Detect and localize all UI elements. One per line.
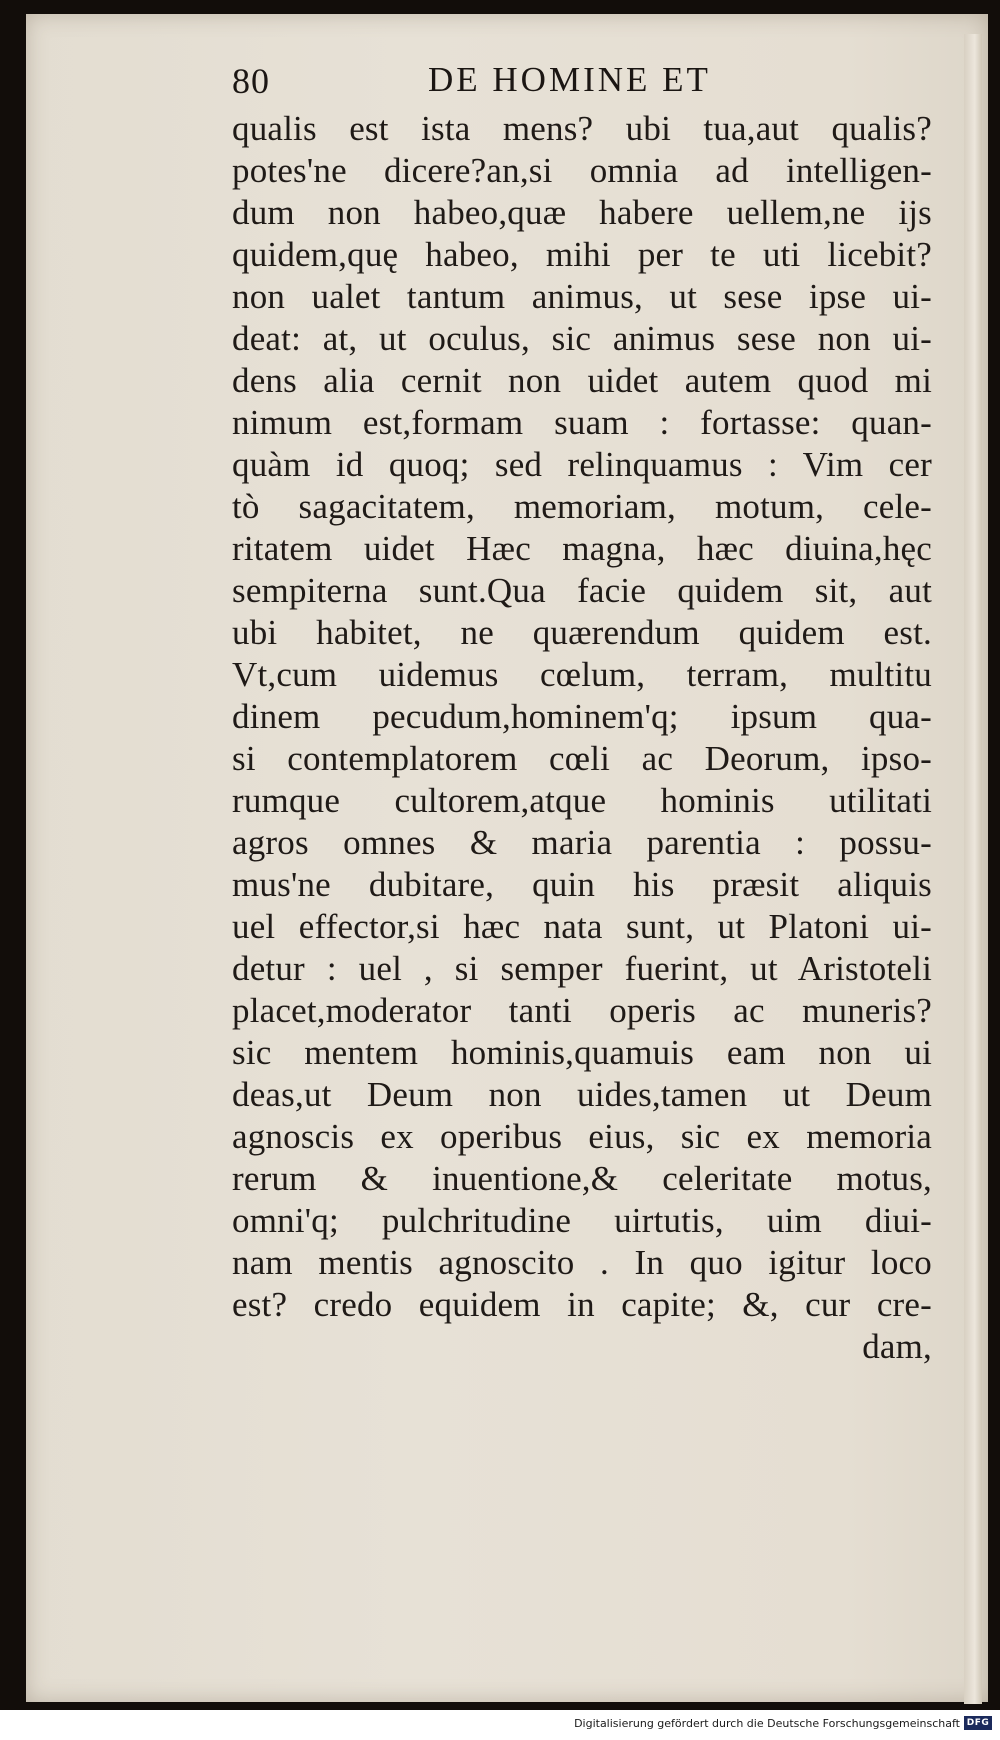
page-header [232,60,752,110]
text-line-23: sic mentem hominis,quamuis eam non ui [232,1033,932,1072]
text-line-1: qualis est ista mens? ubi tua,aut qualis? [232,109,932,148]
running-head: DE HOMINE ET [428,60,711,99]
text-line-29: est? credo equidem in capite; &, cur cre- [232,1285,932,1324]
text-line-7: dens alia cernit non uidet autem quod mi [232,361,932,400]
text-line-9: quàm id quoq; sed relinquamus : Vim cer [232,445,932,484]
text-line-2: potes'ne dicere?an,si omnia ad intelligen- [232,151,932,190]
text-line-21: detur : uel , si semper fuerint, ut Aristoteli [232,949,932,988]
text-line-17: rumque cultorem,atque hominis utilitati [232,781,932,820]
text-line-6: deat: at, ut oculus, sic animus sese non ui- [232,319,932,358]
page-number: 80 [232,61,270,101]
text-line-27: omni'q; pulchritudine uirtutis, uim diui- [232,1201,932,1240]
page-edge [964,34,982,1704]
text-line-15: dinem pecudum,hominem'q; ipsum qua- [232,697,932,736]
text-block [232,108,932,1368]
catchword: dam, [862,1327,932,1366]
text-line-4: quidem,quę habeo, mihi per te uti licebit? [232,235,932,274]
text-line-28: nam mentis agnoscito . In quo igitur loco [232,1243,932,1282]
footer-bar [0,1710,1000,1740]
text-line-14: Vt,cum uidemus cœlum, terram, multitu [232,655,932,694]
dfg-logo-icon: DFG [964,1716,992,1730]
text-line-11: ritatem uidet Hæc magna, hæc diuina,hęc [232,529,932,568]
text-line-24: deas,ut Deum non uides,tamen ut Deum [232,1075,932,1114]
text-line-8: nimum est,formam suam : fortasse: quan- [232,403,932,442]
text-line-18: agros omnes & maria parentia : possu- [232,823,932,862]
funding-credit: Digitalisierung gefördert durch die Deutsche Forschungsgemeinschaft [574,1717,960,1730]
text-line-5: non ualet tantum animus, ut sese ipse ui- [232,277,932,316]
text-line-25: agnoscis ex operibus eius, sic ex memoria [232,1117,932,1156]
text-line-3: dum non habeo,quæ habere uellem,ne ijs [232,193,932,232]
text-line-16: si contemplatorem cœli ac Deorum, ipso- [232,739,932,778]
text-line-22: placet,moderator tanti operis ac muneris? [232,991,932,1030]
text-line-26: rerum & inuentione,& celeritate motus, [232,1159,932,1198]
text-line-12: sempiterna sunt.Qua facie quidem sit, aut [232,571,932,610]
text-line-19: mus'ne dubitare, quin his præsit aliquis [232,865,932,904]
text-line-10: tò sagacitatem, memoriam, motum, cele- [232,487,932,526]
text-line-20: uel effector,si hæc nata sunt, ut Platoni ui- [232,907,932,946]
text-line-13: ubi habitet, ne quærendum quidem est. [232,613,932,652]
